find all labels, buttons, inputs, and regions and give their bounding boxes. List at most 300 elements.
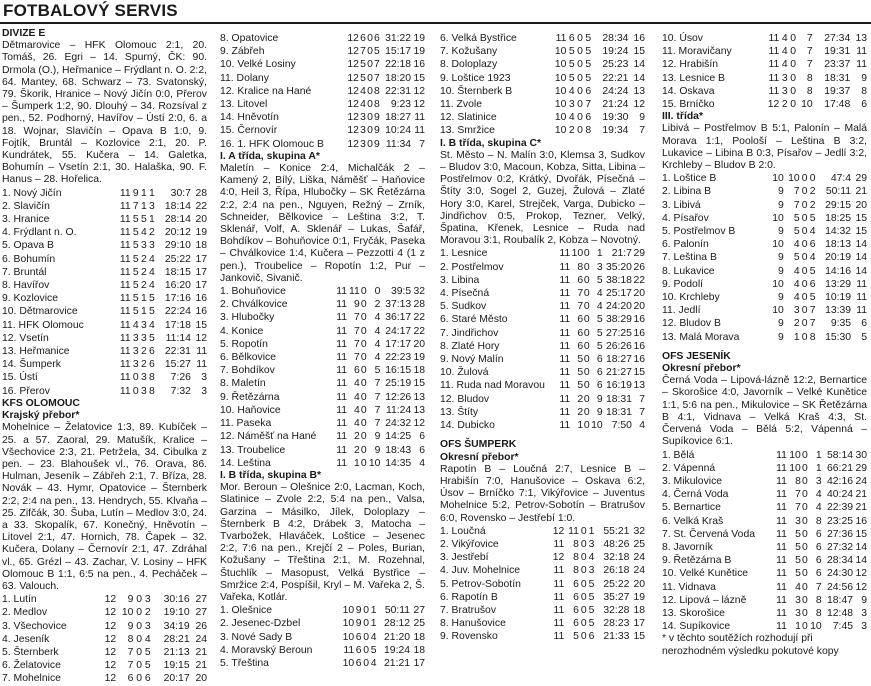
stat-cell: 3	[132, 346, 139, 358]
stat-cell: 11	[553, 578, 565, 590]
stat-cell: 3	[795, 607, 801, 619]
stat-cell: 5	[132, 293, 139, 305]
stat-cell: 7	[354, 352, 360, 364]
stat-cell: 29	[633, 248, 645, 260]
stat-cell: 0	[801, 212, 808, 224]
stat-cell: 3	[148, 240, 155, 252]
stat-cell: 25:19	[385, 378, 412, 390]
stat-cell: 7	[815, 581, 822, 593]
stat-cell: 3	[144, 620, 151, 632]
stat-cell: 16	[633, 314, 645, 326]
table-row	[2, 187, 207, 200]
stat-cell: 24:24	[602, 85, 629, 97]
stat-cell: 2	[809, 199, 816, 211]
stat-cell: 18:31	[605, 393, 632, 405]
stat-cell: 10	[554, 125, 567, 137]
stat-cell: 26:26	[605, 340, 632, 352]
stat-cell: 7	[374, 418, 381, 430]
table-row	[220, 45, 425, 58]
table-row	[440, 525, 645, 538]
team-name: 13. Troubelice	[220, 444, 286, 456]
team-name: 3. Hlubočky	[220, 312, 275, 324]
stat-cell: 28:34	[827, 555, 854, 567]
stat-cell: 16	[195, 306, 207, 318]
stat-cell: 42:16	[827, 475, 854, 487]
stat-cell: 5	[596, 327, 603, 339]
table-row	[220, 311, 425, 324]
stat-cell: 22:31	[385, 85, 412, 97]
stat-cell: 5	[585, 46, 592, 58]
stat-cell: 7	[639, 406, 645, 418]
stat-cell: 8	[573, 552, 579, 564]
stat-cell: 1	[793, 331, 800, 343]
stat-cell: 6	[577, 274, 584, 286]
stat-cell: 13	[413, 391, 425, 403]
stat-cell: 4	[374, 338, 381, 350]
stat-cell: 4	[793, 278, 800, 290]
stat-cell: 9	[861, 594, 867, 606]
stat-cell: 10	[788, 173, 800, 185]
stat-cell: 0	[802, 489, 808, 501]
stat-cell: 13:29	[825, 278, 852, 290]
stat-cell: 11	[119, 253, 131, 265]
stat-cell: 5	[132, 253, 139, 265]
team-name: 14. Hněvotín	[220, 112, 279, 124]
stat-cell: 11	[776, 489, 787, 501]
stat-cell: 19:30	[602, 112, 629, 124]
stat-cell: 0	[809, 173, 816, 185]
table-row	[2, 345, 207, 358]
stat-cell: 6	[577, 340, 584, 352]
table-row	[662, 594, 867, 607]
stat-cell: 1	[596, 248, 603, 260]
stat-cell: 3	[140, 332, 147, 344]
stat-cell: 11	[119, 227, 131, 239]
stat-cell: 0	[367, 125, 373, 137]
stat-cell: 8	[148, 385, 155, 397]
stat-cell: 1	[140, 187, 147, 199]
stat-cell: 10	[554, 72, 567, 84]
stat-cell: 11	[776, 528, 787, 540]
stat-cell: 11	[336, 312, 348, 324]
stat-cell: 3	[144, 594, 151, 606]
stat-cell: 1	[588, 525, 595, 537]
stat-cell: 0	[802, 594, 808, 606]
stat-cell: 5	[360, 59, 366, 71]
team-name: 1. Bohuňovice	[220, 286, 286, 298]
stat-cell: 1	[148, 187, 155, 199]
stat-cell: 21	[195, 660, 207, 672]
stat-cell: 0	[132, 385, 139, 397]
stat-cell: 16:20	[164, 280, 191, 292]
stat-cell: 4	[144, 633, 151, 645]
stat-cell: 11	[776, 502, 787, 514]
stat-cell: 5	[568, 72, 575, 84]
stat-cell: 0	[367, 72, 373, 84]
stat-cell: 12	[767, 99, 780, 111]
table-row	[662, 238, 867, 251]
stat-cell: 10	[342, 657, 355, 669]
stat-cell: 10	[554, 85, 567, 97]
stat-cell: 5	[144, 646, 151, 658]
team-name: 13. Smržice	[440, 125, 495, 137]
stat-cell: 24	[195, 633, 207, 645]
stat-cell: 0	[360, 286, 367, 298]
stat-cell: 11	[559, 393, 571, 405]
stat-cell: 9	[374, 125, 380, 137]
stat-cell: 28:12	[384, 618, 411, 630]
stat-cell: 0	[360, 391, 367, 403]
table-row	[662, 98, 867, 111]
table-row	[662, 317, 867, 330]
team-name: 2. Libina B	[662, 186, 712, 198]
table-row	[2, 593, 207, 606]
team-name: 11. Jedlí	[662, 305, 701, 317]
team-name: 1. Loučná	[440, 525, 486, 537]
stat-cell: 4	[809, 226, 816, 238]
stat-cell: 7:26	[170, 372, 191, 384]
stat-cell: 0	[801, 331, 808, 343]
stat-cell: 4	[793, 239, 800, 251]
table-row	[440, 591, 645, 604]
table-row	[662, 265, 867, 278]
table-row	[662, 488, 867, 501]
stat-cell: 9	[778, 186, 784, 198]
stat-cell: 6	[354, 365, 360, 377]
table-row	[2, 358, 207, 371]
stat-cell: 5	[585, 33, 592, 44]
stat-cell: 4	[370, 631, 377, 643]
stat-cell: 12	[195, 332, 207, 344]
stat-cell: 15	[633, 631, 645, 643]
stat-cell: 11	[776, 621, 787, 633]
stat-cell: 7	[806, 33, 813, 44]
stat-cell: 3	[140, 372, 147, 384]
stat-cell: 11	[776, 462, 787, 474]
table-row	[2, 606, 207, 619]
okresni-prebor-table-cont	[662, 32, 867, 111]
stat-cell: 28:21	[163, 633, 190, 645]
stat-cell: 24	[633, 552, 645, 564]
stat-cell: 26:18	[603, 565, 630, 577]
stat-cell: 18:47	[827, 594, 854, 606]
stat-cell: 18:20	[385, 72, 412, 84]
team-name: 4. Černá Voda	[662, 489, 729, 501]
stat-cell: 8	[148, 372, 155, 384]
stat-cell: 4	[588, 552, 595, 564]
stat-cell: 8	[815, 607, 822, 619]
stat-cell: 28:23	[603, 618, 630, 630]
stat-cell: 1	[148, 214, 155, 226]
stat-cell: 0	[367, 85, 373, 97]
stat-cell: 11	[559, 288, 571, 300]
stat-cell: 18:27	[385, 112, 412, 124]
stat-cell: 0	[577, 112, 583, 124]
stat-cell: 9	[639, 112, 645, 124]
stat-cell: 5	[585, 59, 592, 71]
stat-cell: 29:10	[164, 240, 191, 252]
stat-cell: 7	[132, 200, 139, 212]
stat-cell: 0	[360, 418, 367, 430]
stat-cell: 0	[136, 660, 143, 672]
column-3	[440, 32, 645, 644]
stat-cell: 16	[413, 59, 425, 71]
stat-cell: 9	[374, 138, 380, 150]
stat-cell: 24:17	[385, 325, 412, 337]
stat-cell: 30	[855, 449, 867, 461]
table-row	[2, 213, 207, 226]
stat-cell: 27	[195, 607, 207, 619]
stat-cell: 2	[354, 444, 360, 456]
stat-cell: 6	[585, 112, 592, 124]
stat-cell: 3	[140, 385, 147, 397]
stat-cell: 9:35	[830, 318, 852, 330]
stat-cell: 14	[633, 59, 645, 71]
stat-cell: 11	[119, 200, 131, 212]
stat-cell: 0	[802, 621, 808, 633]
stat-cell: 11	[776, 475, 787, 487]
stat-cell: 11	[553, 538, 565, 550]
team-name: 13. Štíty	[440, 406, 479, 418]
team-name: 15. Brníčko	[662, 99, 715, 111]
team-name: 15. Ústí	[2, 372, 38, 384]
stat-cell: 10	[810, 621, 822, 633]
okresni-prebor-table	[440, 525, 645, 644]
stat-cell: 0	[363, 618, 370, 630]
stat-cell: 40:24	[827, 489, 854, 501]
stat-cell: 25	[633, 538, 645, 550]
team-name: 11. Paseka	[220, 418, 272, 430]
stat-cell: 3	[201, 385, 207, 397]
stat-cell: 55:21	[603, 525, 630, 537]
stat-cell: 7	[577, 301, 584, 313]
table-row	[440, 578, 645, 591]
stat-cell: 11	[559, 367, 571, 379]
stat-cell: 5	[132, 306, 139, 318]
stat-cell: 8	[806, 85, 813, 97]
stat-cell: 4	[781, 33, 788, 44]
stat-cell: 10	[772, 278, 784, 290]
stat-cell: 15:17	[385, 46, 412, 58]
stat-cell: 27	[413, 605, 425, 617]
team-name: 4. Konice	[220, 325, 264, 337]
stat-cell: 18:13	[825, 239, 852, 251]
stat-cell: 39:5	[390, 286, 412, 298]
team-name: 10. Velké Losiny	[220, 59, 296, 71]
stat-cell: 4	[795, 581, 801, 593]
stat-cell: 8	[795, 475, 801, 487]
stat-cell: 29:15	[825, 199, 852, 211]
table-row	[220, 124, 425, 137]
stat-cell: 20	[195, 214, 207, 226]
team-name: 10. Krchleby	[662, 292, 720, 304]
stat-cell: 9	[355, 618, 362, 630]
stat-cell: 11	[196, 359, 207, 371]
stat-cell: 22	[633, 274, 645, 286]
stat-cell: 17	[195, 280, 207, 292]
group-a-table	[220, 285, 425, 470]
team-name: 12. Bludov B	[662, 318, 721, 330]
stat-cell: 14:25	[385, 431, 412, 443]
stat-cell: 4	[793, 265, 800, 277]
stat-cell: 11	[856, 305, 867, 317]
stat-cell: 1	[795, 621, 801, 633]
stat-cell: 18	[633, 604, 645, 616]
team-name: 6. Velká Kraš	[662, 515, 724, 527]
table-row	[662, 45, 867, 58]
stat-cell: 11	[568, 525, 579, 537]
stat-cell: 11	[768, 46, 780, 58]
stat-cell: 47:4	[830, 173, 852, 185]
stat-cell: 10	[591, 420, 603, 432]
group-b-heading: I. B třída, skupina B*	[220, 469, 322, 481]
stat-cell: 11	[336, 391, 348, 403]
stat-cell: 20	[633, 301, 645, 313]
stat-cell: 0	[577, 125, 583, 137]
table-row	[440, 45, 645, 58]
stat-cell: 7	[127, 646, 134, 658]
stat-cell: 0	[374, 286, 381, 298]
stat-cell: 5	[795, 555, 801, 567]
stat-cell: 7	[374, 391, 381, 403]
stat-cell: 4	[140, 227, 147, 239]
stat-cell: 15	[413, 378, 425, 390]
team-name: 7. St. Červená Voda	[662, 528, 755, 540]
team-name: 2. Medlov	[2, 607, 48, 619]
stat-cell: 12	[347, 112, 359, 124]
stat-cell: 21:7	[611, 248, 632, 260]
stat-cell: 24:20	[605, 301, 632, 313]
stat-cell: 36:17	[385, 312, 412, 324]
stat-cell: 3	[861, 607, 867, 619]
stat-cell: 19:31	[824, 46, 851, 58]
stat-cell: 3	[588, 538, 595, 550]
stat-cell: 5	[568, 59, 575, 71]
stat-cell: 1	[140, 306, 147, 318]
stat-cell: 18	[413, 644, 425, 656]
table-row	[440, 32, 645, 45]
stat-cell: 19	[413, 352, 425, 364]
stat-cell: 31:22	[385, 33, 412, 44]
stat-cell: 18:31	[824, 72, 851, 84]
stat-cell: 11	[553, 565, 565, 577]
stat-cell: 0	[360, 352, 367, 364]
stat-cell: 7	[354, 325, 360, 337]
stat-cell: 0	[583, 367, 590, 379]
stat-cell: 58:14	[827, 449, 854, 461]
table-row	[440, 287, 645, 300]
table-row	[662, 199, 867, 212]
team-name: 4. Frýdlant n. O.	[2, 227, 77, 239]
stat-cell: 4	[596, 301, 603, 313]
table-row	[440, 111, 645, 124]
stat-cell: 15	[413, 72, 425, 84]
group-b-table-cont	[440, 32, 645, 138]
stat-cell: 11	[559, 301, 571, 313]
stat-cell: 20:19	[825, 252, 852, 264]
stat-cell: 18	[195, 240, 207, 252]
team-name: 11. Moravičany	[662, 46, 732, 58]
stat-cell: 9	[374, 112, 380, 124]
stat-cell: 6	[815, 555, 822, 567]
stat-cell: 7	[419, 138, 425, 150]
stat-cell: 11	[559, 327, 571, 339]
stat-cell: 11	[559, 314, 571, 326]
stat-cell: 5	[795, 541, 801, 553]
table-row	[440, 58, 645, 71]
stat-cell: 7	[360, 46, 366, 58]
group-a-results: Maletín – Konice 2:4, Michalčák 2 – Kamený 2, Bílý, Liška, Náměšť – Haňovice 4:0, Heil 3, Řípa, Hlubočky – SK Řetězárna 2:2, 2:4 na pen., Nguyen, Režný – Zrník, Schneider, Bělkovice – Leština 3:2, T. Sklenář, Volf, A. Sklenář – Lukas, Šafář, Bohdíkov – Bohuňovice 0:1, Fryčák, Paseka – Chválkovice 1:4, Kučera – Pezzotti 4 (1 z pen.), Troubelice – Ropotín 1:2, Pur – Jankovič, Sivanič.	[220, 163, 425, 284]
team-name: 5. Opava B	[2, 240, 54, 252]
stat-cell: 2	[374, 299, 381, 311]
stat-cell: 9	[596, 406, 603, 418]
team-name: 8. Hanušovice	[440, 618, 506, 630]
stat-cell: 0	[580, 631, 587, 643]
stat-cell: 9	[861, 72, 867, 84]
stat-cell: 25:23	[602, 59, 629, 71]
stat-cell: 4	[419, 457, 425, 469]
team-name: 7. Bruntál	[2, 266, 47, 278]
table-row	[440, 247, 645, 260]
team-name: 14. Oskava	[662, 85, 715, 97]
stat-cell: 0	[363, 644, 370, 656]
stat-cell: 0	[801, 173, 808, 185]
group-b-results: Mor. Beroun – Olešnice 2:0, Lacman, Koch, Slatinice – Zvole 2:2, 5:4 na pen., Valsa, Garzina – Másilko, Jílek, Doloplazy – Šternberk B 4:2, Drábek 3, Matocha – Tvarbožek, Hlaváček, Loštice – Jesenec 2:2, 7:6 na pen., Krejčí 2 – Poles, Burian, Kožušany – Třeština 2:1, M. Rozehnal, Štuchlík – Masopust, Velká Bystřice – Smržice 2:4, Pospíšil, Kryl – M. Vařeka 2, Š. Vařeka, Kotlár.	[220, 482, 425, 603]
team-name: 5. Sudkov	[440, 301, 487, 313]
stat-cell: 22	[413, 325, 425, 337]
stat-cell: 15	[633, 367, 645, 379]
stat-cell: 2	[140, 346, 147, 358]
table-row	[440, 538, 645, 551]
table-row	[220, 377, 425, 390]
table-row	[440, 300, 645, 313]
stat-cell: 6	[815, 541, 822, 553]
stat-cell: 0	[577, 85, 583, 97]
stat-cell: 0	[790, 72, 796, 84]
stat-cell: 4	[815, 502, 822, 514]
stat-cell: 6	[596, 354, 603, 366]
stat-cell: 15	[633, 46, 645, 58]
stat-cell: 0	[360, 325, 367, 337]
stat-cell: 3	[568, 99, 575, 111]
stat-cell: 11	[555, 33, 567, 44]
stat-cell: 6	[861, 318, 867, 330]
stat-cell: 4	[370, 657, 377, 669]
stat-cell: 10	[571, 248, 584, 260]
stat-cell: 7	[793, 186, 800, 198]
table-row	[662, 72, 867, 85]
table-row	[220, 98, 425, 111]
stat-cell: 0	[583, 327, 590, 339]
stat-cell: 5	[374, 365, 381, 377]
team-name: 12. Bludov	[440, 393, 490, 405]
stat-cell: 11	[559, 406, 571, 418]
kraj-table-cont	[220, 32, 425, 151]
team-name: 7. Bratrušov	[440, 604, 497, 616]
team-name: 12. Slatinice	[440, 112, 497, 124]
stat-cell: 0	[132, 372, 139, 384]
stat-cell: 0	[583, 314, 590, 326]
stat-cell: 20:12	[164, 227, 191, 239]
stat-cell: 12	[104, 673, 117, 685]
stat-cell: 32	[413, 286, 425, 298]
stat-cell: 6	[809, 278, 816, 290]
team-name: 5. Bernartice	[662, 502, 721, 514]
stat-cell: 8	[573, 565, 579, 577]
stat-cell: 10:24	[385, 125, 412, 137]
table-row	[440, 98, 645, 111]
table-row	[662, 291, 867, 304]
